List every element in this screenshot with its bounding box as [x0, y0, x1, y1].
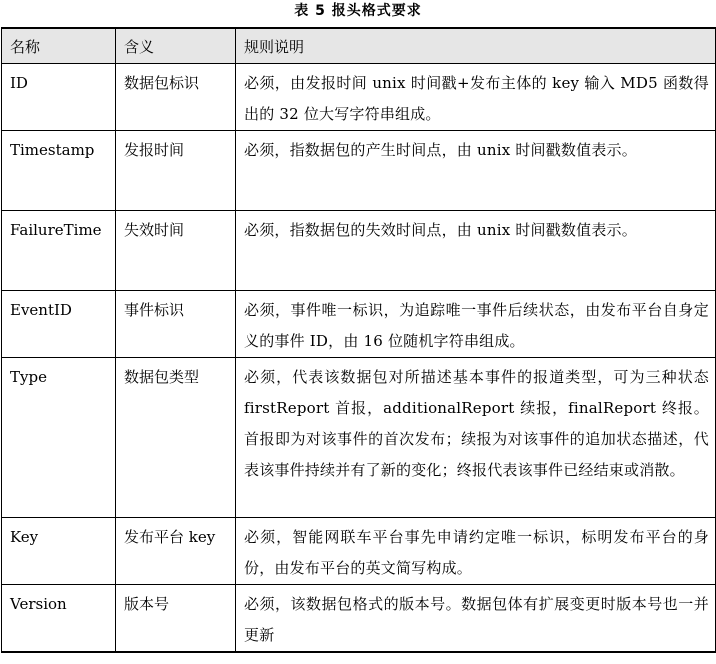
cell-rule: 必须，智能网联车平台事先申请约定唯一标识，标明发布平台的身份，由发布平台的英文简写构成。	[236, 518, 716, 585]
cell-meaning: 事件标识	[116, 291, 236, 358]
table-row-eventid	[2, 291, 716, 358]
cell-rule: 必须，指数据包的失效时间点，由 unix 时间戳数值表示。	[236, 211, 716, 291]
cell-name: Version	[2, 585, 116, 653]
table-row-version	[2, 585, 716, 653]
cell-rule: 必须，代表该数据包对所描述基本事件的报道类型，可为三种状态 firstReport 首报，additionalReport 续报，finalReport 终报。首报即为对该事件的首次发布；续报为对该事件的追加状态描述，代表该事件持续并有了新的变化；终报代表该事件已经结束或消散。	[236, 358, 716, 518]
cell-meaning: 失效时间	[116, 211, 236, 291]
table-row-failuretime	[2, 211, 716, 291]
table-caption: 表 5 报头格式要求	[294, 3, 422, 19]
cell-meaning: 发报时间	[116, 131, 236, 211]
cell-rule: 必须，指数据包的产生时间点，由 unix 时间戳数值表示。	[236, 131, 716, 211]
table-row-timestamp	[2, 131, 716, 211]
cell-name: Type	[2, 358, 116, 518]
cell-rule: 必须，事件唯一标识，为追踪唯一事件后续状态，由发布平台自身定义的事件 ID，由 16 位随机字符串组成。	[236, 291, 716, 358]
header-format-table	[1, 27, 716, 653]
cell-name: Timestamp	[2, 131, 116, 211]
cell-name: Key	[2, 518, 116, 585]
column-header-rule: 规则说明	[236, 28, 716, 64]
cell-name: ID	[2, 64, 116, 131]
cell-rule: 必须，由发报时间 unix 时间戳+发布主体的 key 输入 MD5 函数得出的 32 位大写字符串组成。	[236, 64, 716, 131]
table-header-row	[2, 28, 716, 64]
cell-name: FailureTime	[2, 211, 116, 291]
column-header-name: 名称	[2, 28, 116, 64]
table-row-key	[2, 518, 716, 585]
cell-name: EventID	[2, 291, 116, 358]
cell-meaning: 数据包类型	[116, 358, 236, 518]
column-header-meaning: 含义	[116, 28, 236, 64]
table-row-type	[2, 358, 716, 518]
cell-rule: 必须，该数据包格式的版本号。数据包体有扩展变更时版本号也一并更新	[236, 585, 716, 653]
cell-meaning: 版本号	[116, 585, 236, 653]
cell-meaning: 发布平台 key	[116, 518, 236, 585]
table-row-id	[2, 64, 716, 131]
cell-meaning: 数据包标识	[116, 64, 236, 131]
